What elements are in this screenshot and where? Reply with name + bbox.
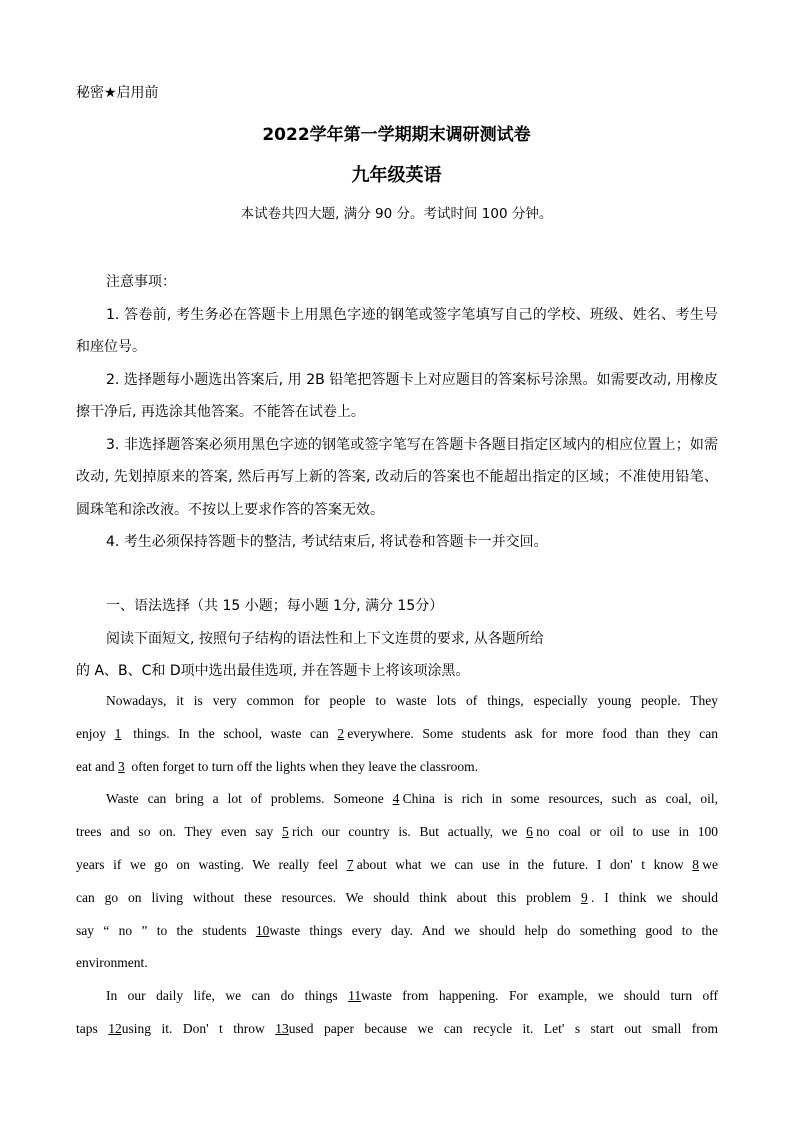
reading-passage bbox=[76, 685, 718, 1046]
note-item: 1. 答卷前, 考生务必在答题卡上用黑色字迹的钢笔或签字笔填写自己的学校、班级、姓名、考生号和座位号。 bbox=[76, 306, 718, 355]
note-item: 3. 非选择题答案必须用黑色字迹的钢笔或签字笔写在答题卡各题目指定区域内的相应位置上；如需改动, 先划掉原来的答案, 然后再写上新的答案, 改动后的答案也不能超出指定的区域；不准使用铅笔、圆珠笔和涂改液。不按以上要求作答的答案无效。 bbox=[76, 436, 718, 518]
blank-5: 5 bbox=[281, 824, 289, 840]
passage-line: enjoy 1 things. In the school, waste can 2everywhere. Some students ask for more food than they can bbox=[76, 718, 718, 751]
passage-line: environment. bbox=[76, 955, 148, 971]
notes-block bbox=[76, 266, 718, 559]
passage-line: trees and so on. They even say 5rich our country is. But actually, we 6no coal or oil to use in 100 bbox=[76, 816, 718, 849]
section-instruction: 的 A、B、C和 D项中选出最佳选项, 并在答题卡上将该项涂黑。 bbox=[76, 663, 470, 679]
passage-line: Waste can bring a lot of problems. Someone 4China is rich in some resources, such as coal, oil, bbox=[76, 783, 718, 816]
blank-11: 11 bbox=[348, 988, 362, 1004]
note-item: 2. 选择题每小题选出答案后, 用 2B 铅笔把答题卡上对应题目的答案标号涂黑。如需要改动, 用橡皮擦干净后, 再选涂其他答案。不能答在试卷上。 bbox=[76, 371, 718, 420]
blank-3: 3 bbox=[117, 758, 125, 774]
note-item: 4. 考生必须保持答题卡的整洁, 考试结束后, 将试卷和答题卡一并交回。 bbox=[106, 534, 548, 550]
blank-10: 10 bbox=[255, 922, 270, 938]
blank-7: 7 bbox=[346, 856, 354, 872]
passage-line: Nowadays, it is very common for people to waste lots of things, especially young people. They bbox=[106, 693, 718, 708]
section-heading: 一、语法选择（共 15 小题；每小题 1分, 满分 15分） bbox=[106, 598, 444, 614]
passage-line: taps 12using it. Don' t throw 13used paper because we can recycle it. Let' s start out small from bbox=[76, 1013, 718, 1046]
exam-title: 2022学年第一学期期末调研测试卷 bbox=[262, 125, 531, 145]
secret-mark: 秘密★启用前 bbox=[76, 85, 159, 101]
notes-heading: 注意事项： bbox=[106, 274, 176, 290]
blank-2: 2 bbox=[337, 725, 345, 741]
passage-line: can go on living without these resources. We should think about this problem 9. I think we should bbox=[76, 882, 718, 915]
blank-1: 1 bbox=[114, 725, 122, 741]
section-instruction: 阅读下面短文, 按照句子结构的语法性和上下文连贯的要求, 从各题所给 bbox=[106, 630, 544, 647]
passage-line: years if we go on wasting. We really feel 7about what we can use in the future. I don' t know 8we bbox=[76, 849, 718, 882]
passage-line: In our daily life, we can do things 11waste from happening. For example, we should turn off bbox=[76, 980, 718, 1013]
exam-subtitle: 九年级英语 bbox=[351, 165, 442, 186]
exam-info: 本试卷共四大题, 满分 90 分。考试时间 100 分钟。 bbox=[240, 206, 553, 222]
passage-line: say “ no ” to the students 10waste things every day. And we should help do something good to the bbox=[76, 915, 718, 948]
blank-4: 4 bbox=[392, 791, 400, 807]
section-grammar-choice bbox=[76, 590, 718, 688]
blank-9: 9 bbox=[581, 889, 588, 905]
blank-8: 8 bbox=[692, 856, 699, 872]
blank-12: 12 bbox=[108, 1020, 122, 1036]
blank-13: 13 bbox=[275, 1020, 289, 1036]
passage-line: eat and 3 often forget to turn off the lights when they leave the classroom. bbox=[76, 751, 718, 784]
blank-6: 6 bbox=[526, 824, 533, 840]
